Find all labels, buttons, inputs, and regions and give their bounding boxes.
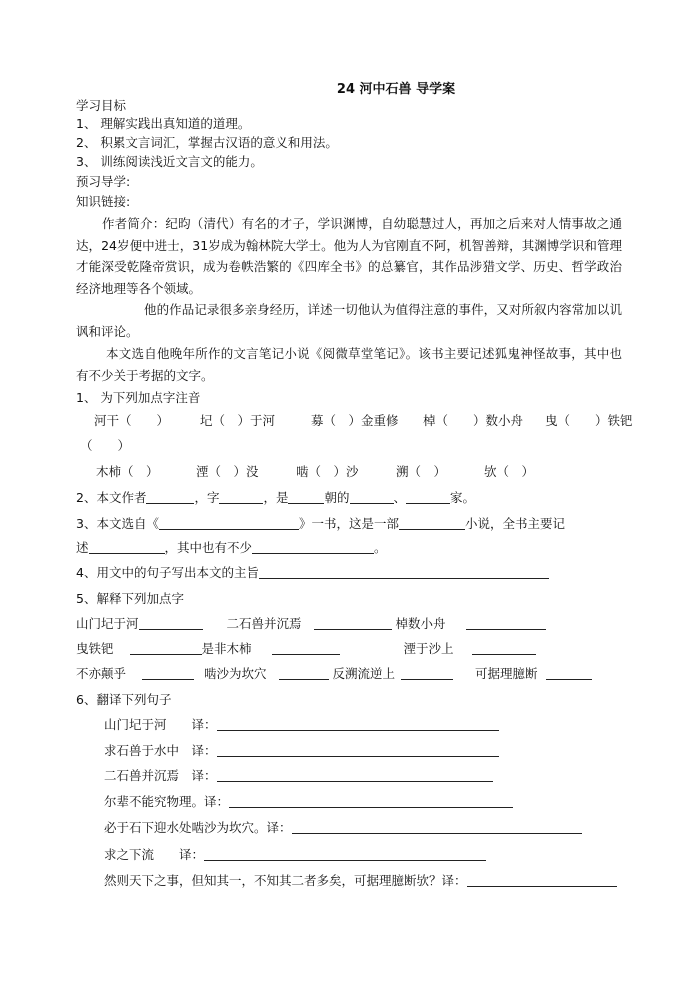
author-intro-paragraph: 作者简介：纪昀（清代）有名的才子，学识渊博，自幼聪慧过人，再加之后来对人情事故之通达，24岁便中进士，31岁成为翰林院大学士。他为人为官刚直不阿，机智善辩，其渊博学识和管理才能深受乾隆帝赏识，成为卷帙浩繁的《四库全书》的总纂官，其作品涉猎文学、历史、哲学政治经济地理等各个领域。: [76, 216, 622, 296]
explain-item: 棹数小舟: [395, 616, 446, 631]
pinyin-item: 湮（ ）没: [195, 464, 259, 479]
translate-blank[interactable]: [217, 717, 499, 731]
q4-line: 4、用文中的句子写出本文的主旨: [76, 563, 549, 583]
pinyin-item: 募（ ）金重修: [310, 413, 399, 428]
q5-label: 5、解释下列加点字: [76, 591, 184, 606]
translate-blank[interactable]: [217, 768, 493, 782]
role-blank-1[interactable]: [350, 490, 394, 504]
explain-blank[interactable]: [472, 641, 536, 655]
pinyin-item: 棹（ ）数小舟: [422, 413, 523, 428]
translate-item: 山门圮于河 译：: [104, 717, 217, 732]
pinyin-item: 河干（ ）: [94, 413, 170, 428]
pinyin-item: 曳（ ）铁钯: [544, 413, 633, 428]
explain-blank[interactable]: [139, 616, 203, 630]
content-blank-2[interactable]: [252, 540, 374, 554]
dynasty-blank[interactable]: [288, 490, 324, 504]
author-blank[interactable]: [146, 490, 194, 504]
pinyin-item: 木柿（ ）: [96, 464, 159, 479]
translate-blank[interactable]: [217, 743, 499, 757]
preview-heading: 预习导学:: [76, 174, 131, 189]
theme-blank[interactable]: [259, 565, 549, 579]
pinyin-item-wrap: （ ）: [80, 438, 131, 453]
courtesy-name-blank[interactable]: [219, 490, 263, 504]
explain-item: 是非木柿: [201, 641, 252, 656]
novel-type-blank[interactable]: [399, 516, 465, 530]
pinyin-item: 啮（ ）沙: [295, 464, 359, 479]
explain-blank[interactable]: [401, 666, 453, 680]
objective-item: 1、 理解实践出真知道的道理。: [76, 116, 251, 131]
objective-item: 2、 积累文言词汇，掌握古汉语的意义和用法。: [76, 135, 338, 150]
translate-blank[interactable]: [204, 847, 486, 861]
translate-item: 必于石下迎水处啮沙为坎穴。译：: [104, 820, 292, 835]
source-paragraph: 本文选自他晚年所作的文言笔记小说《阅微草堂笔记》。该书主要记述狐鬼神怪故事，其中也有不少关于考据的文字。: [76, 346, 622, 383]
translate-item: 然则天下之事，但知其一，不知其二者多矣，可据理臆断欤？译：: [104, 873, 467, 888]
translate-blank[interactable]: [292, 820, 582, 834]
book-title-blank[interactable]: [159, 516, 299, 530]
q6-label: 6、翻译下列句子: [76, 692, 172, 707]
explain-blank[interactable]: [272, 641, 340, 655]
objectives-heading: 学习目标: [76, 98, 127, 113]
translate-item: 求石兽于水中 译：: [104, 743, 217, 758]
explain-item: 啮沙为坎穴: [204, 666, 267, 681]
explain-blank[interactable]: [130, 641, 202, 655]
translate-item: 求之下流 译：: [104, 847, 205, 862]
role-blank-2[interactable]: [406, 490, 450, 504]
explain-item: 湮于沙上: [403, 641, 454, 656]
explain-blank[interactable]: [142, 666, 194, 680]
explain-item: 反溯流逆上: [332, 666, 396, 681]
explain-item: 二石兽并沉焉: [226, 616, 302, 631]
pinyin-item: 圮（ ）于河: [199, 413, 275, 428]
explain-blank[interactable]: [279, 666, 329, 680]
translate-item: 二石兽并沉焉 译：: [104, 768, 217, 783]
q3-line: 3、本文选自《 》一书，这是一部 小说，全书主要记: [76, 516, 565, 531]
pinyin-item: 欤（ ）: [483, 464, 534, 479]
objective-item: 3、 训练阅读浅近文言文的能力。: [76, 154, 263, 169]
explain-blank[interactable]: [466, 616, 546, 630]
knowledge-heading: 知识链接:: [76, 194, 131, 209]
pinyin-item: 溯（ ）: [395, 464, 446, 479]
explain-item: 可据理臆断: [475, 666, 538, 681]
translate-blank[interactable]: [229, 794, 513, 808]
page-title: 24 河中石兽 导学案: [336, 82, 456, 97]
explain-item: 山门圮于河: [76, 616, 139, 631]
content-blank[interactable]: [89, 540, 165, 554]
translate-blank[interactable]: [467, 873, 617, 887]
works-paragraph: 他的作品记录很多亲身经历，详述一切他认为值得注意的事件，又对所叙内容常加以讥讽和评论。: [76, 302, 622, 339]
translate-item: 尔辈不能究物理。译：: [104, 794, 230, 809]
q3-line-2: 述 ，其中也有不少 。: [76, 540, 387, 555]
explain-item: 不亦颠乎: [76, 666, 127, 681]
q2-line: 2、本文作者 ，字 ，是 朝的 、 家。: [76, 490, 476, 505]
explain-blank[interactable]: [314, 616, 392, 630]
explain-item: 曳铁钯: [76, 641, 114, 656]
explain-blank[interactable]: [546, 666, 592, 680]
q1-label: 1、 为下列加点字注音: [76, 390, 201, 405]
